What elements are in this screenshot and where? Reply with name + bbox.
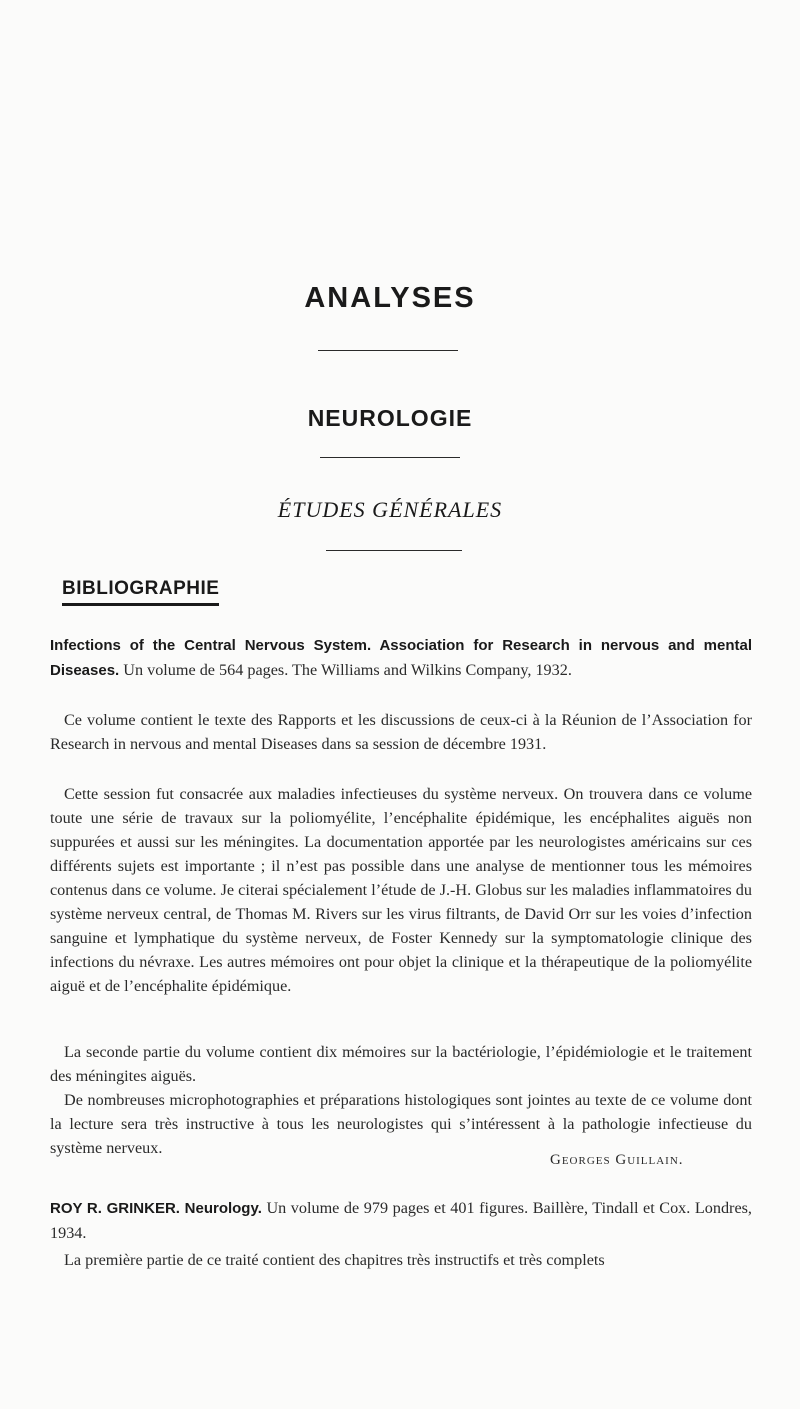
review2-reference xyxy=(50,1196,752,1245)
section-label: BIBLIOGRAPHIE xyxy=(62,578,219,606)
review1-paragraph-3: La seconde partie du volume contient dix mémoires sur la bactériologie, l’épidémiologie et le traitement des méningites aiguës. xyxy=(50,1043,752,1085)
sub-title: NEUROLOGIE xyxy=(307,405,473,431)
main-title: ANALYSES xyxy=(304,282,476,314)
review1-reference xyxy=(50,633,752,683)
review2-paragraph-1: La première partie de ce traité contient des chapitres très instructifs et très complets xyxy=(64,1251,605,1269)
divider-3 xyxy=(326,550,462,551)
section-title: ÉTUDES GÉNÉRALES xyxy=(277,497,503,522)
review1-ref-bold: Infections of the Central Nervous System. Association for Research in nervous and mental Diseases. xyxy=(50,637,752,679)
review1-signature: Georges Guillain. xyxy=(550,1152,684,1168)
review1-paragraph-2: Cette session fut consacrée aux maladies infectieuses du système nerveux. On trouvera dans ce volume toute une série de travaux sur la poliomyélite, l’encéphalite épidémique, les encéphalites aiguës non suppurées et aussi sur les méningites. La documentation apportée par les neurologistes américains sur ces différents sujets est importante ; il n’est pas possible dans une analyse de mentionner tous les mémoires contenus dans ce volume. Je citerai spécialement l’étude de J.-H. Globus sur les maladies inflammatoires du système nerveux central, de Thomas M. Rivers sur les virus filtrants, de David Orr sur les voies d’infection sanguine et lymphatique du système nerveux, de Foster Kennedy sur la symptomatologie clinique des infections du névraxe. Les autres mémoires ont pour objet la clinique et la thérapeutique de la poliomyélite aiguë et de l’encéphalite épidémique. xyxy=(50,785,752,995)
review1-ref-rest: Un volume de 564 pages. The Williams and Wilkins Company, 1932. xyxy=(119,661,572,679)
divider-2 xyxy=(320,457,460,458)
review1-paragraph-4: De nombreuses microphotographies et préparations histologiques sont jointes au texte de ce volume dont la lecture sera très instructive à tous les neurologistes qui s’intéressent à la pathologie infectieuse du système nerveux. xyxy=(50,1091,752,1157)
divider-1 xyxy=(318,350,458,351)
review2-ref-bold: ROY R. GRINKER. Neurology. xyxy=(50,1200,262,1217)
review2-ref-rest: Un volume de 979 pages et 401 figures. Baillère, Tindall et Cox. Londres, 1934. xyxy=(50,1199,752,1242)
review1-paragraph-1: Ce volume contient le texte des Rapports et les discussions de ceux-ci à la Réunion de l’Association for Research in nervous and mental Diseases dans sa session de décembre 1931. xyxy=(50,711,752,753)
